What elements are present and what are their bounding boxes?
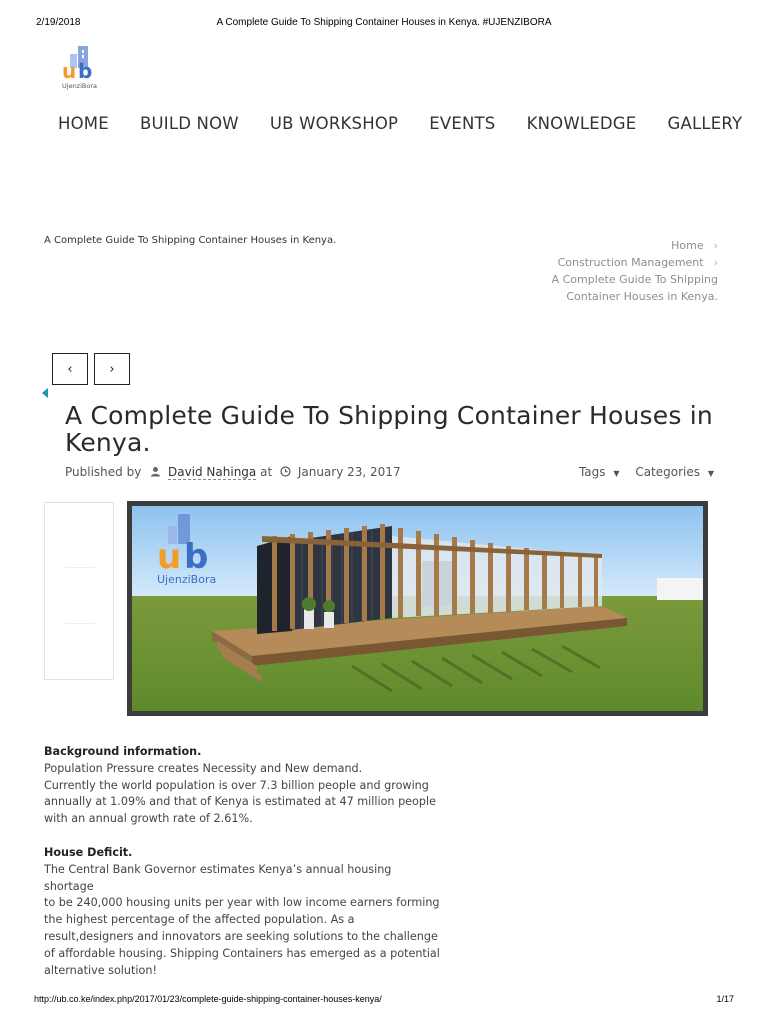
post-date: January 23, 2017 (297, 465, 401, 479)
site-logo[interactable] (56, 44, 106, 92)
caret-down-icon: ▼ (707, 469, 714, 478)
chevron-right-icon: › (109, 361, 115, 377)
paragraph-line: to be 240,000 housing units per year with low income earners forming (44, 896, 440, 910)
nav-item-events[interactable]: EVENTS (429, 114, 496, 133)
svg-text:UjenziBora: UjenziBora (157, 573, 217, 586)
accent-triangle-icon (42, 388, 48, 398)
nav-item-knowledge[interactable]: KNOWLEDGE (526, 114, 637, 133)
prev-post-button[interactable] (52, 353, 88, 385)
post-meta (65, 465, 401, 479)
section-background (44, 744, 444, 828)
breadcrumb-home-label[interactable]: Home (671, 239, 704, 252)
divider (65, 623, 95, 624)
paragraph-line: alternative solution! (44, 963, 157, 977)
print-date: 2/19/2018 (36, 17, 81, 28)
paragraph-line: with an annual growth rate of 2.61%. (44, 812, 253, 826)
svg-text:b: b (78, 59, 93, 83)
section-heading: House Deficit. (44, 846, 133, 859)
breadcrumb-category-label[interactable]: Construction Management (557, 256, 704, 269)
tags-label: Tags (578, 465, 606, 479)
logo-wordmark: UjenziBora (62, 82, 97, 90)
svg-text:u: u (62, 59, 77, 83)
divider (65, 567, 95, 568)
paragraph-line: the highest percentage of the affected population. As a (44, 913, 355, 927)
post-title: A Complete Guide To Shipping Container Houses in Kenya. (65, 401, 713, 457)
breadcrumb-home[interactable] (671, 239, 718, 252)
nav-item-home[interactable]: HOME (58, 114, 109, 133)
nav-item-build-now[interactable]: BUILD NOW (139, 114, 239, 133)
container-house-render (132, 506, 703, 711)
ub-logo-icon (56, 44, 106, 92)
categories-label: Categories (635, 465, 701, 479)
share-box (44, 502, 114, 680)
featured-image[interactable] (132, 506, 703, 711)
clock-icon (280, 466, 291, 477)
paragraph-line: The Central Bank Governor estimates Kenya’s annual housing shortage (44, 862, 392, 893)
section-house-deficit (44, 845, 444, 979)
tags-dropdown[interactable] (579, 465, 632, 479)
print-url: http://ub.co.ke/index.php/2017/01/23/complete-guide-shipping-container-houses-kenya/ (34, 994, 382, 1004)
paragraph-line: Currently the world population is over 7.3 billion people and growing (44, 778, 429, 792)
print-title: A Complete Guide To Shipping Container Houses in Kenya. #UJENZIBORA (216, 17, 552, 28)
featured-image-frame (127, 501, 708, 716)
section-heading: Background information. (44, 745, 202, 758)
paragraph-line: of affordable housing. Shipping Containers has emerged as a potential (44, 946, 440, 960)
post-taxonomy (579, 465, 714, 479)
breadcrumb-current-line2: Container Houses in Kenya. (566, 290, 718, 303)
nav-item-ub-workshop[interactable]: UB WORKSHOP (269, 114, 399, 133)
author-link[interactable]: David Nahinga (167, 465, 257, 479)
next-post-button[interactable] (94, 353, 130, 385)
paragraph-line: result,designers and innovators are seeking solutions to the challenge (44, 929, 438, 943)
page-heading: A Complete Guide To Shipping Container Houses in Kenya. (44, 235, 337, 246)
print-page-number: 1/17 (716, 994, 734, 1004)
breadcrumb-current-line1: A Complete Guide To Shipping (551, 273, 718, 286)
at-label: at (260, 465, 273, 479)
chevron-right-icon: › (713, 256, 718, 269)
chevron-right-icon: › (713, 239, 718, 252)
svg-text:u: u (157, 537, 182, 577)
svg-text:b: b (184, 537, 209, 577)
chevron-left-icon: ‹ (67, 361, 73, 377)
categories-dropdown[interactable] (635, 465, 714, 479)
caret-down-icon: ▼ (613, 469, 620, 478)
user-icon (150, 466, 161, 477)
nav-item-gallery[interactable]: GALLERY (667, 114, 743, 133)
paragraph-line: Population Pressure creates Necessity and New demand. (44, 761, 363, 775)
main-nav (58, 114, 743, 140)
published-by-label: Published by (65, 465, 142, 479)
paragraph-line: annually at 1.09% and that of Kenya is estimated at 47 million people (44, 795, 436, 809)
breadcrumb-category[interactable] (558, 256, 718, 269)
